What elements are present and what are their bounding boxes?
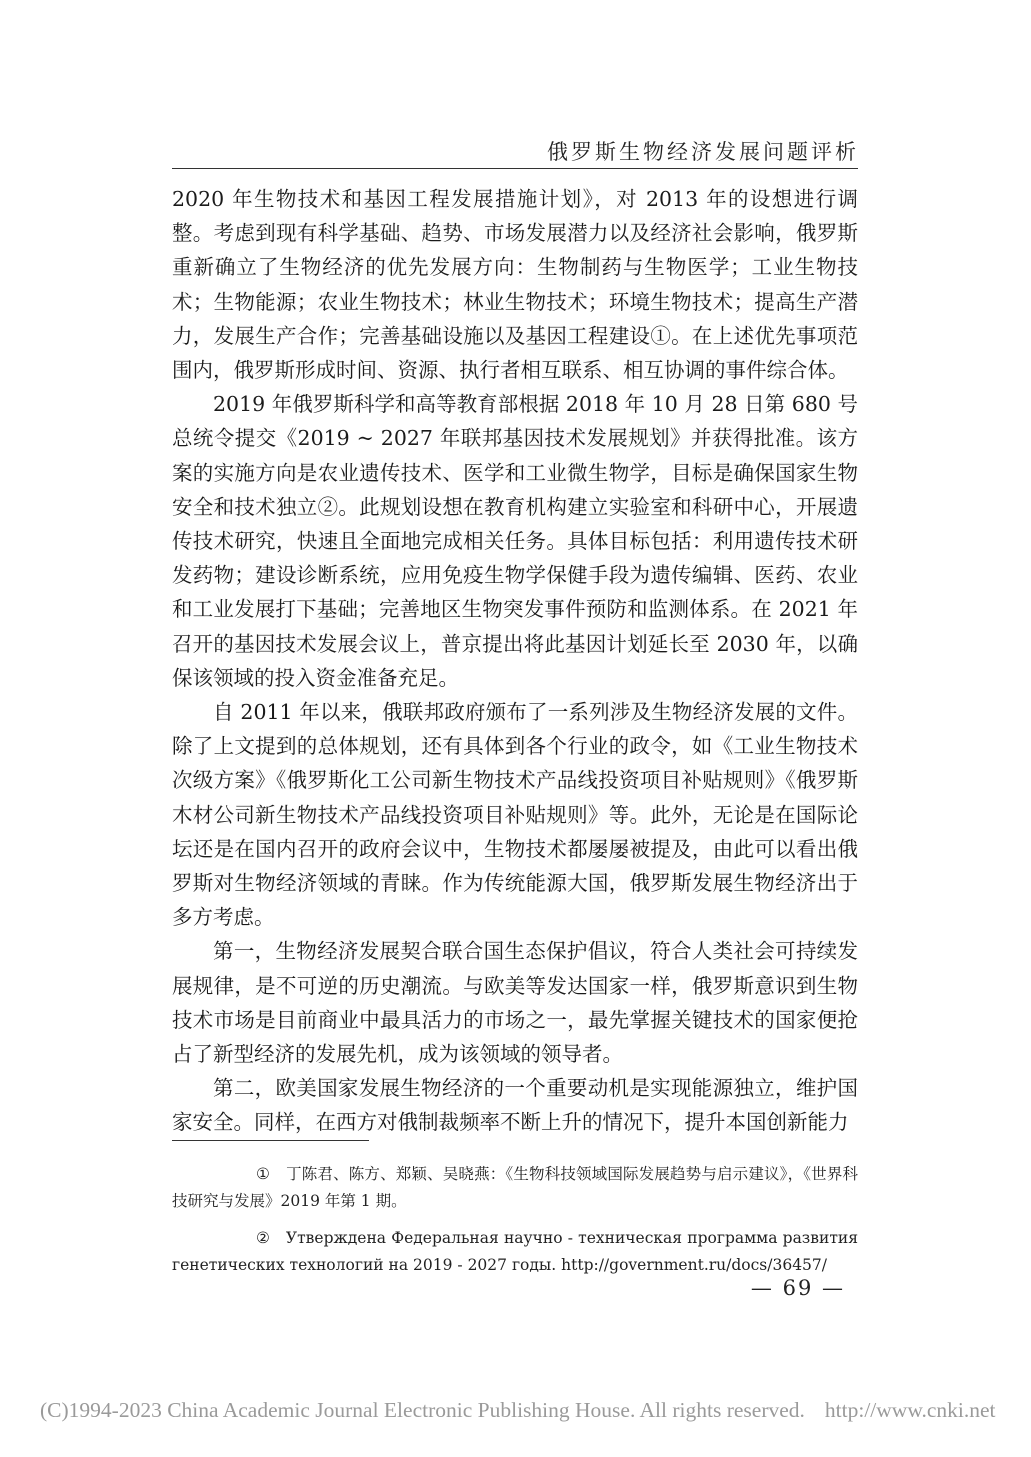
paragraph: 第一，生物经济发展契合联合国生态保护倡议，符合人类社会可持续发展规律，是不可逆的历史潮流。与欧美等发达国家一样，俄罗斯意识到生物技术市场是目前商业中最具活力的市场之一，最先掌握关键技术的国家便抢占了新型经济的发展先机，成为该领域的领导者。 <box>172 939 858 1067</box>
main-text <box>172 182 858 1140</box>
copyright-url: http://www.cnki.net <box>824 1398 996 1422</box>
paragraph: 2019 年俄罗斯科学和高等教育部根据 2018 年 10 月 28 日第 680 号总统令提交《2019 ~ 2027 年联邦基因技术发展规划》并获得批准。该方案的实施方向是农业遗传技术、医学和工业微生物学，目标是确保国家生物安全和技术独立②。此规划设想在教育机构建立实验室和科研中心，开展遗传技术研究，快速且全面地完成相关任务。具体目标包括：利用遗传技术研发药物；建设诊断系统，应用免疫生物学保健手段为遗传编辑、医药、农业和工业发展打下基础；完善地区生物突发事件预防和监测体系。在 2021 年召开的基因技术发展会议上，普京提出将此基因计划延长至 2030 年，以确保该领域的投入资金准备充足。 <box>172 392 858 690</box>
footnote-rule <box>172 1140 369 1141</box>
footnote-marker: ② <box>256 1229 270 1247</box>
page-number: — 69 — <box>750 1276 845 1300</box>
header-rule <box>172 168 858 169</box>
paragraph: 第二，欧美国家发展生物经济的一个重要动机是实现能源独立，维护国家安全。同样，在西方对俄制裁频率不断上升的情况下，提升本国创新能力 <box>172 1076 858 1135</box>
footnote-text: 丁陈君、陈方、郑颖、吴晓燕：《生物科技领域国际发展趋势与启示建议》，《世界科技研究与发展》2019 年第 1 期。 <box>172 1165 858 1210</box>
footnote-marker: ① <box>256 1165 270 1183</box>
copyright-notice <box>40 1398 1000 1423</box>
footnotes <box>172 1161 858 1289</box>
paragraph: 自 2011 年以来，俄联邦政府颁布了一系列涉及生物经济发展的文件。除了上文提到的总体规划，还有具体到各个行业的政令，如《工业生物技术次级方案》《俄罗斯化工公司新生物技术产品线投资项目补贴规则》《俄罗斯木材公司新生物技术产品线投资项目补贴规则》等。此外，无论是在国际论坛还是在国内召开的政府会议中，生物技术都屡屡被提及，由此可以看出俄罗斯对生物经济领域的青睐。作为传统能源大国，俄罗斯发展生物经济出于多方考虑。 <box>172 700 858 930</box>
copyright-text: (C)1994-2023 China Academic Journal Electronic Publishing House. All rights reserved. <box>40 1398 805 1422</box>
running-header-title: 俄罗斯生物经济发展问题评析 <box>547 140 859 164</box>
footnote-text: Утверждена Федеральная научно - техническая программа развития генетических технологий на 2019 - 2027 годы. http://government.ru/docs/36457/ <box>172 1229 858 1274</box>
footnote-2 <box>172 1225 858 1279</box>
footnote-1 <box>172 1161 858 1215</box>
paragraph-continued: 2020 年生物技术和基因工程发展措施计划》，对 2013 年的设想进行调整。考虑到现有科学基础、趋势、市场发展潜力以及经济社会影响，俄罗斯重新确立了生物经济的优先发展方向：生物制药与生物医学；工业生物技术；生物能源；农业生物技术；林业生物技术；环境生物技术；提高生产潜力，发展生产合作；完善基础设施以及基因工程建设①。在上述优先事项范围内，俄罗斯形成时间、资源、执行者相互联系、相互协调的事件综合体。 <box>172 187 858 383</box>
